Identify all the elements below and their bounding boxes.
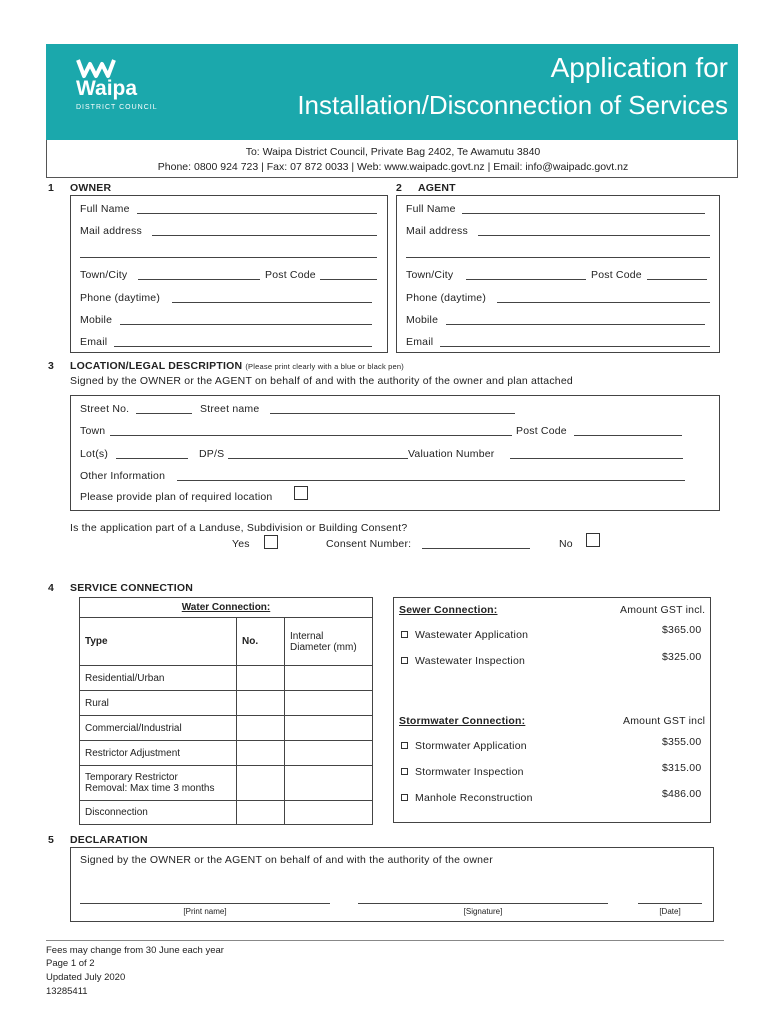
- storm-item-0-checkbox[interactable]: [401, 742, 408, 749]
- date-field[interactable]: [638, 903, 702, 904]
- agent-email-label: Email: [406, 336, 434, 348]
- water-title-cell: [80, 598, 373, 618]
- dps-label: DP/S: [199, 448, 225, 460]
- row-label: Commercial/Industrial: [80, 716, 237, 741]
- row-label: Residential/Urban: [80, 666, 237, 691]
- lots-field[interactable]: [116, 458, 188, 459]
- table-row: [80, 666, 373, 691]
- other-info-field[interactable]: [177, 480, 685, 481]
- declaration-heading: DECLARATION: [70, 834, 148, 846]
- other-info-label: Other Information: [80, 470, 166, 482]
- row-no-cell[interactable]: [237, 666, 285, 691]
- owner-mobile-label: Mobile: [80, 314, 113, 326]
- temp-row-1: Temporary Restrictor: [85, 772, 178, 783]
- owner-mobile-field[interactable]: [120, 324, 372, 325]
- owner-email-field[interactable]: [114, 346, 372, 347]
- agent-mail-address-field[interactable]: [478, 235, 710, 236]
- sewer-item-1-label: Wastewater Inspection: [415, 655, 526, 667]
- storm-item-2-label: Manhole Reconstruction: [415, 792, 533, 804]
- agent-phone-field[interactable]: [497, 302, 710, 303]
- consent-yes-checkbox[interactable]: [264, 535, 278, 549]
- location-note: (Please print clearly with a blue or black pen): [245, 362, 404, 371]
- table-row: [80, 691, 373, 716]
- print-name-caption: [Print name]: [183, 907, 227, 916]
- date-caption: [Date]: [659, 907, 681, 916]
- street-no-label: Street No.: [80, 403, 130, 415]
- consent-no-label: No: [559, 538, 573, 550]
- agent-town-label: Town/City: [406, 269, 454, 281]
- row-diameter-cell[interactable]: [285, 741, 373, 766]
- consent-number-label: Consent Number:: [326, 538, 412, 550]
- location-heading-row: [70, 360, 404, 372]
- row-label: Disconnection: [80, 801, 237, 825]
- agent-email-field[interactable]: [440, 346, 710, 347]
- storm-item-1-label: Stormwater Inspection: [415, 766, 524, 778]
- street-no-field[interactable]: [136, 413, 192, 414]
- agent-mobile-field[interactable]: [446, 324, 705, 325]
- agent-mail-address-field-2[interactable]: [406, 257, 710, 258]
- sewer-item-0-label: Wastewater Application: [415, 629, 529, 641]
- owner-full-name-label: Full Name: [80, 203, 130, 215]
- print-name-field[interactable]: [80, 903, 330, 904]
- contact-details: Phone: 0800 924 723 | Fax: 07 872 0033 | Web: www.waipadc.govt.nz | Email: info@waipadc.govt.nz: [157, 161, 629, 173]
- storm-amount-label: Amount GST incl: [623, 715, 706, 727]
- row-no-cell[interactable]: [237, 691, 285, 716]
- sewer-item-1-checkbox[interactable]: [401, 657, 408, 664]
- table-row: [80, 766, 373, 801]
- agent-phone-label: Phone (daytime): [406, 292, 487, 304]
- consent-no-checkbox[interactable]: [586, 533, 600, 547]
- row-no-cell[interactable]: [237, 741, 285, 766]
- row-label: Rural: [80, 691, 237, 716]
- row-label: Restrictor Adjustment: [80, 741, 237, 766]
- agent-postcode-field[interactable]: [647, 279, 707, 280]
- sewer-item-0-price: $365.00: [662, 624, 702, 636]
- contact-address: To: Waipa District Council, Private Bag 2402, Te Awamutu 3840: [245, 146, 541, 158]
- footer-fees: Fees may change from 30 June each year: [46, 945, 224, 956]
- row-no-cell[interactable]: [237, 716, 285, 741]
- lots-label: Lot(s): [80, 448, 109, 460]
- town-field[interactable]: [110, 435, 512, 436]
- row-diameter-cell[interactable]: [285, 766, 373, 801]
- storm-title: Stormwater Connection:: [399, 715, 526, 727]
- agent-full-name-field[interactable]: [462, 213, 705, 214]
- row-no-cell[interactable]: [237, 801, 285, 825]
- location-postcode-label: Post Code: [516, 425, 567, 437]
- col-diameter-header: [285, 618, 373, 666]
- table-row: [80, 741, 373, 766]
- location-signed-text: Signed by the OWNER or the AGENT on behalf of and with the authority of the owner and plan attached: [70, 375, 573, 387]
- service-heading: SERVICE CONNECTION: [70, 582, 194, 594]
- owner-phone-label: Phone (daytime): [80, 292, 161, 304]
- agent-postcode-label: Post Code: [591, 269, 642, 281]
- row-diameter-cell[interactable]: [285, 716, 373, 741]
- owner-postcode-field[interactable]: [320, 279, 377, 280]
- owner-email-label: Email: [80, 336, 108, 348]
- owner-heading: OWNER: [70, 182, 112, 194]
- declaration-text: Signed by the OWNER or the AGENT on behalf of and with the authority of the owner: [80, 854, 493, 866]
- owner-mail-address-label: Mail address: [80, 225, 142, 237]
- row-no-cell[interactable]: [237, 766, 285, 801]
- water-title: Water Connection:: [181, 602, 271, 613]
- dps-field[interactable]: [228, 458, 408, 459]
- sewer-title: Sewer Connection:: [399, 604, 498, 616]
- owner-mail-address-field[interactable]: [152, 235, 377, 236]
- storm-item-1-checkbox[interactable]: [401, 768, 408, 775]
- storm-item-2-price: $486.00: [662, 788, 702, 800]
- consent-question: Is the application part of a Landuse, Subdivision or Building Consent?: [70, 522, 408, 534]
- owner-phone-field[interactable]: [172, 302, 372, 303]
- agent-town-field[interactable]: [466, 279, 586, 280]
- section-2-number: 2: [396, 182, 403, 194]
- water-connection-table: [79, 597, 373, 825]
- plan-checkbox[interactable]: [294, 486, 308, 500]
- consent-number-field[interactable]: [422, 548, 530, 549]
- street-name-field[interactable]: [270, 413, 515, 414]
- storm-item-1-price: $315.00: [662, 762, 702, 774]
- page-title-line2: Installation/Disconnection of Services: [297, 90, 728, 120]
- signature-field[interactable]: [358, 903, 608, 904]
- storm-item-0-price: $355.00: [662, 736, 702, 748]
- signature-caption: [Signature]: [463, 907, 503, 916]
- street-name-label: Street name: [200, 403, 260, 415]
- owner-town-field[interactable]: [138, 279, 260, 280]
- sewer-item-1-price: $325.00: [662, 651, 702, 663]
- section-3-number: 3: [48, 360, 55, 372]
- valuation-field[interactable]: [510, 458, 683, 459]
- storm-item-0-label: Stormwater Application: [415, 740, 527, 752]
- row-diameter-cell[interactable]: [285, 801, 373, 825]
- contact-box: [46, 140, 738, 178]
- agent-full-name-label: Full Name: [406, 203, 456, 215]
- table-row: [80, 801, 373, 825]
- footer-updated: Updated July 2020: [46, 972, 126, 983]
- sewer-item-0-checkbox[interactable]: [401, 631, 408, 638]
- location-heading: LOCATION/LEGAL DESCRIPTION: [70, 360, 243, 372]
- footer-divider: [46, 940, 724, 941]
- owner-town-label: Town/City: [80, 269, 128, 281]
- location-postcode-field[interactable]: [574, 435, 682, 436]
- owner-postcode-label: Post Code: [265, 269, 316, 281]
- footer-page: Page 1 of 2: [46, 958, 95, 969]
- storm-item-2-checkbox[interactable]: [401, 794, 408, 801]
- row-diameter-cell[interactable]: [285, 691, 373, 716]
- section-5-number: 5: [48, 834, 55, 846]
- header-banner: [46, 44, 738, 140]
- owner-full-name-field[interactable]: [137, 213, 377, 214]
- logo-name: Waipa: [76, 77, 138, 100]
- consent-yes-label: Yes: [232, 538, 250, 550]
- owner-mail-address-field-2[interactable]: [80, 257, 377, 258]
- valuation-label: Valuation Number: [408, 448, 495, 460]
- agent-mail-address-label: Mail address: [406, 225, 468, 237]
- sewer-amount-label: Amount GST incl.: [620, 604, 706, 616]
- agent-heading: AGENT: [418, 182, 456, 194]
- page-title-line1: Application for: [550, 52, 728, 83]
- temp-row-2: Removal: Max time 3 months: [85, 783, 215, 794]
- section-4-number: 4: [48, 582, 55, 594]
- col-no-header: No.: [237, 618, 285, 666]
- col-type-header: Type: [80, 618, 237, 666]
- logo-subtitle: DISTRICT COUNCIL: [76, 104, 158, 111]
- col-diameter-2: Diameter (mm): [290, 641, 357, 653]
- town-label: Town: [80, 425, 106, 437]
- row-diameter-cell[interactable]: [285, 666, 373, 691]
- footer-docid: 13285411: [46, 986, 88, 997]
- plan-label: Please provide plan of required location: [80, 491, 273, 503]
- temp-row-label: [80, 766, 237, 801]
- col-diameter-1: Internal: [290, 630, 324, 642]
- table-row: [80, 716, 373, 741]
- agent-mobile-label: Mobile: [406, 314, 439, 326]
- section-1-number: 1: [48, 182, 55, 194]
